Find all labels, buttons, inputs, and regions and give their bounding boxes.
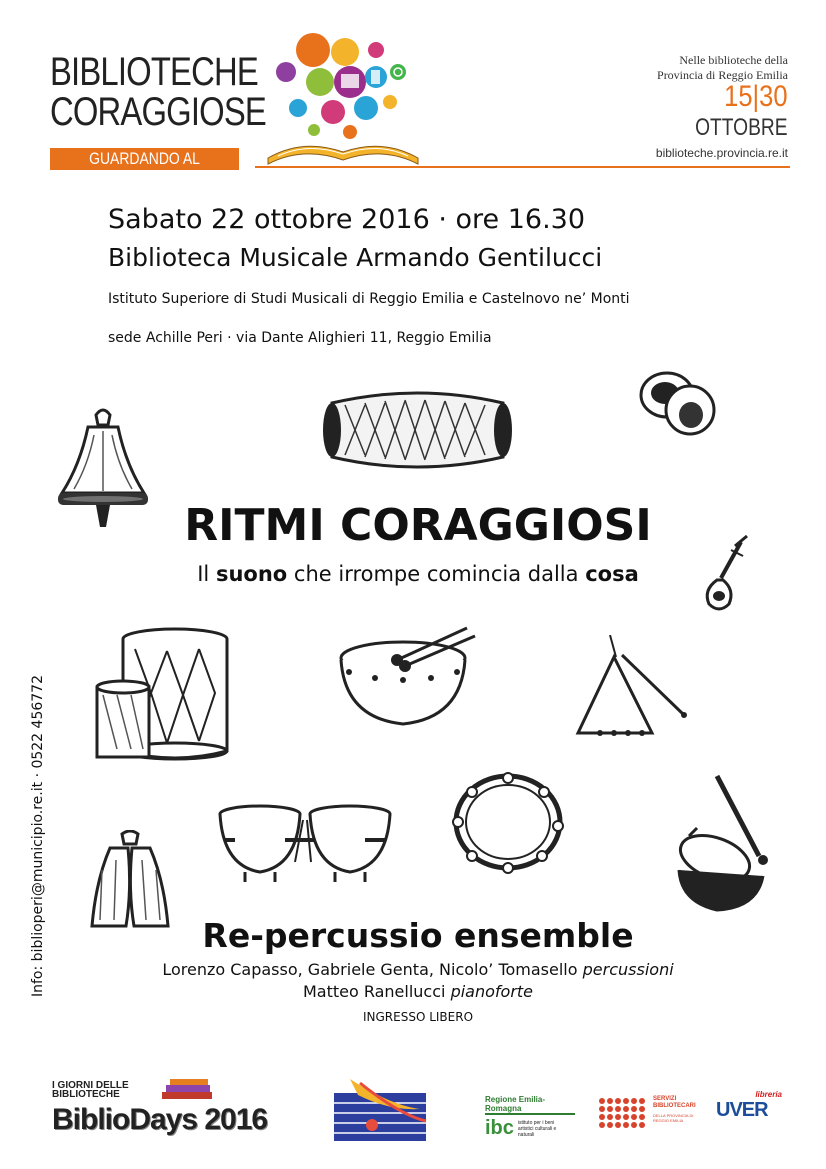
event-subtitle: Il suono che irrompe comincia dalla cosa	[197, 562, 639, 586]
phone-icon	[371, 70, 380, 84]
event-title: RITMI CORAGGIOSI	[184, 500, 652, 551]
laptop-icon	[341, 74, 359, 88]
event-date-time: Sabato 22 ottobre 2016 · ore 16.30	[108, 204, 586, 235]
book-icon	[268, 146, 418, 164]
logo-band: GUARDANDO AL FUTURO	[50, 148, 239, 170]
logo-line-1: BIBLIOTECHE	[50, 50, 258, 94]
jaw-harp-illustration	[695, 530, 755, 615]
subtitle-highlight-cosa: cosa	[585, 562, 639, 586]
music-library-logo-icon	[330, 1075, 430, 1145]
bibliodays-logo: BiblioDays 2016	[52, 1103, 268, 1136]
regione-ibc-logo: Regione Emilia-Romagna ibc istituto per i beni artistici culturali e naturali	[485, 1095, 575, 1140]
event-address: sede Achille Peri · via Dante Alighieri 11, Reggio Emilia	[108, 330, 492, 346]
books-stack-icon	[160, 1078, 216, 1102]
event-institute: Istituto Superiore di Studi Musicali di Reggio Emilia e Castelnovo ne’ Monti	[108, 291, 630, 307]
free-entry-note: INGRESSO LIBERO	[362, 1010, 474, 1024]
event-venue: Biblioteca Musicale Armando Gentilucci	[108, 243, 603, 272]
kettle-drums-illustration	[215, 800, 395, 885]
ensemble-name: Re-percussio ensemble	[202, 916, 634, 955]
bass-drum-stick-illustration	[675, 770, 780, 915]
tambourine-illustration	[448, 770, 568, 880]
contact-info[interactable]: Info: biblioperi@municipio.re.it · 0522 456772	[30, 675, 46, 997]
subtitle-highlight-suono: suono	[215, 562, 288, 586]
snare-drums-illustration	[95, 625, 235, 765]
logo-title	[50, 52, 266, 132]
festival-month: OTTOBRE	[695, 114, 788, 141]
triangle-illustration	[570, 635, 690, 750]
dots-grid-icon	[597, 1096, 649, 1130]
performers-list	[0, 959, 826, 1003]
libreria-uver-logo: libreria UVER	[716, 1090, 782, 1121]
castanets-illustration	[635, 365, 720, 445]
bibliodays-tagline: I GIORNI DELLE BIBLIOTECHE	[52, 1080, 129, 1100]
header-note: Nelle biblioteche della Provincia di Reggio Emilia	[657, 53, 788, 82]
logo-line-2: CORAGGIOSE	[50, 90, 266, 134]
book-circles-logo	[258, 30, 428, 170]
percussionists-line: Lorenzo Capasso, Gabriele Genta, Nicolo’ Tomasello percussioni	[162, 960, 674, 979]
festival-dates: 15|30	[724, 80, 788, 113]
header-divider	[255, 166, 790, 168]
website-link[interactable]: biblioteche.provincia.re.it	[655, 146, 788, 160]
servizi-bibliotecari-logo: SERVIZI BIBLIOTECARI DELLA PROVINCIA DI REGGIO EMILIA	[597, 1096, 697, 1130]
timpani-illustration	[335, 620, 490, 730]
pianist-line: Matteo Ranellucci pianoforte	[302, 982, 534, 1001]
long-drum-illustration	[320, 385, 515, 475]
